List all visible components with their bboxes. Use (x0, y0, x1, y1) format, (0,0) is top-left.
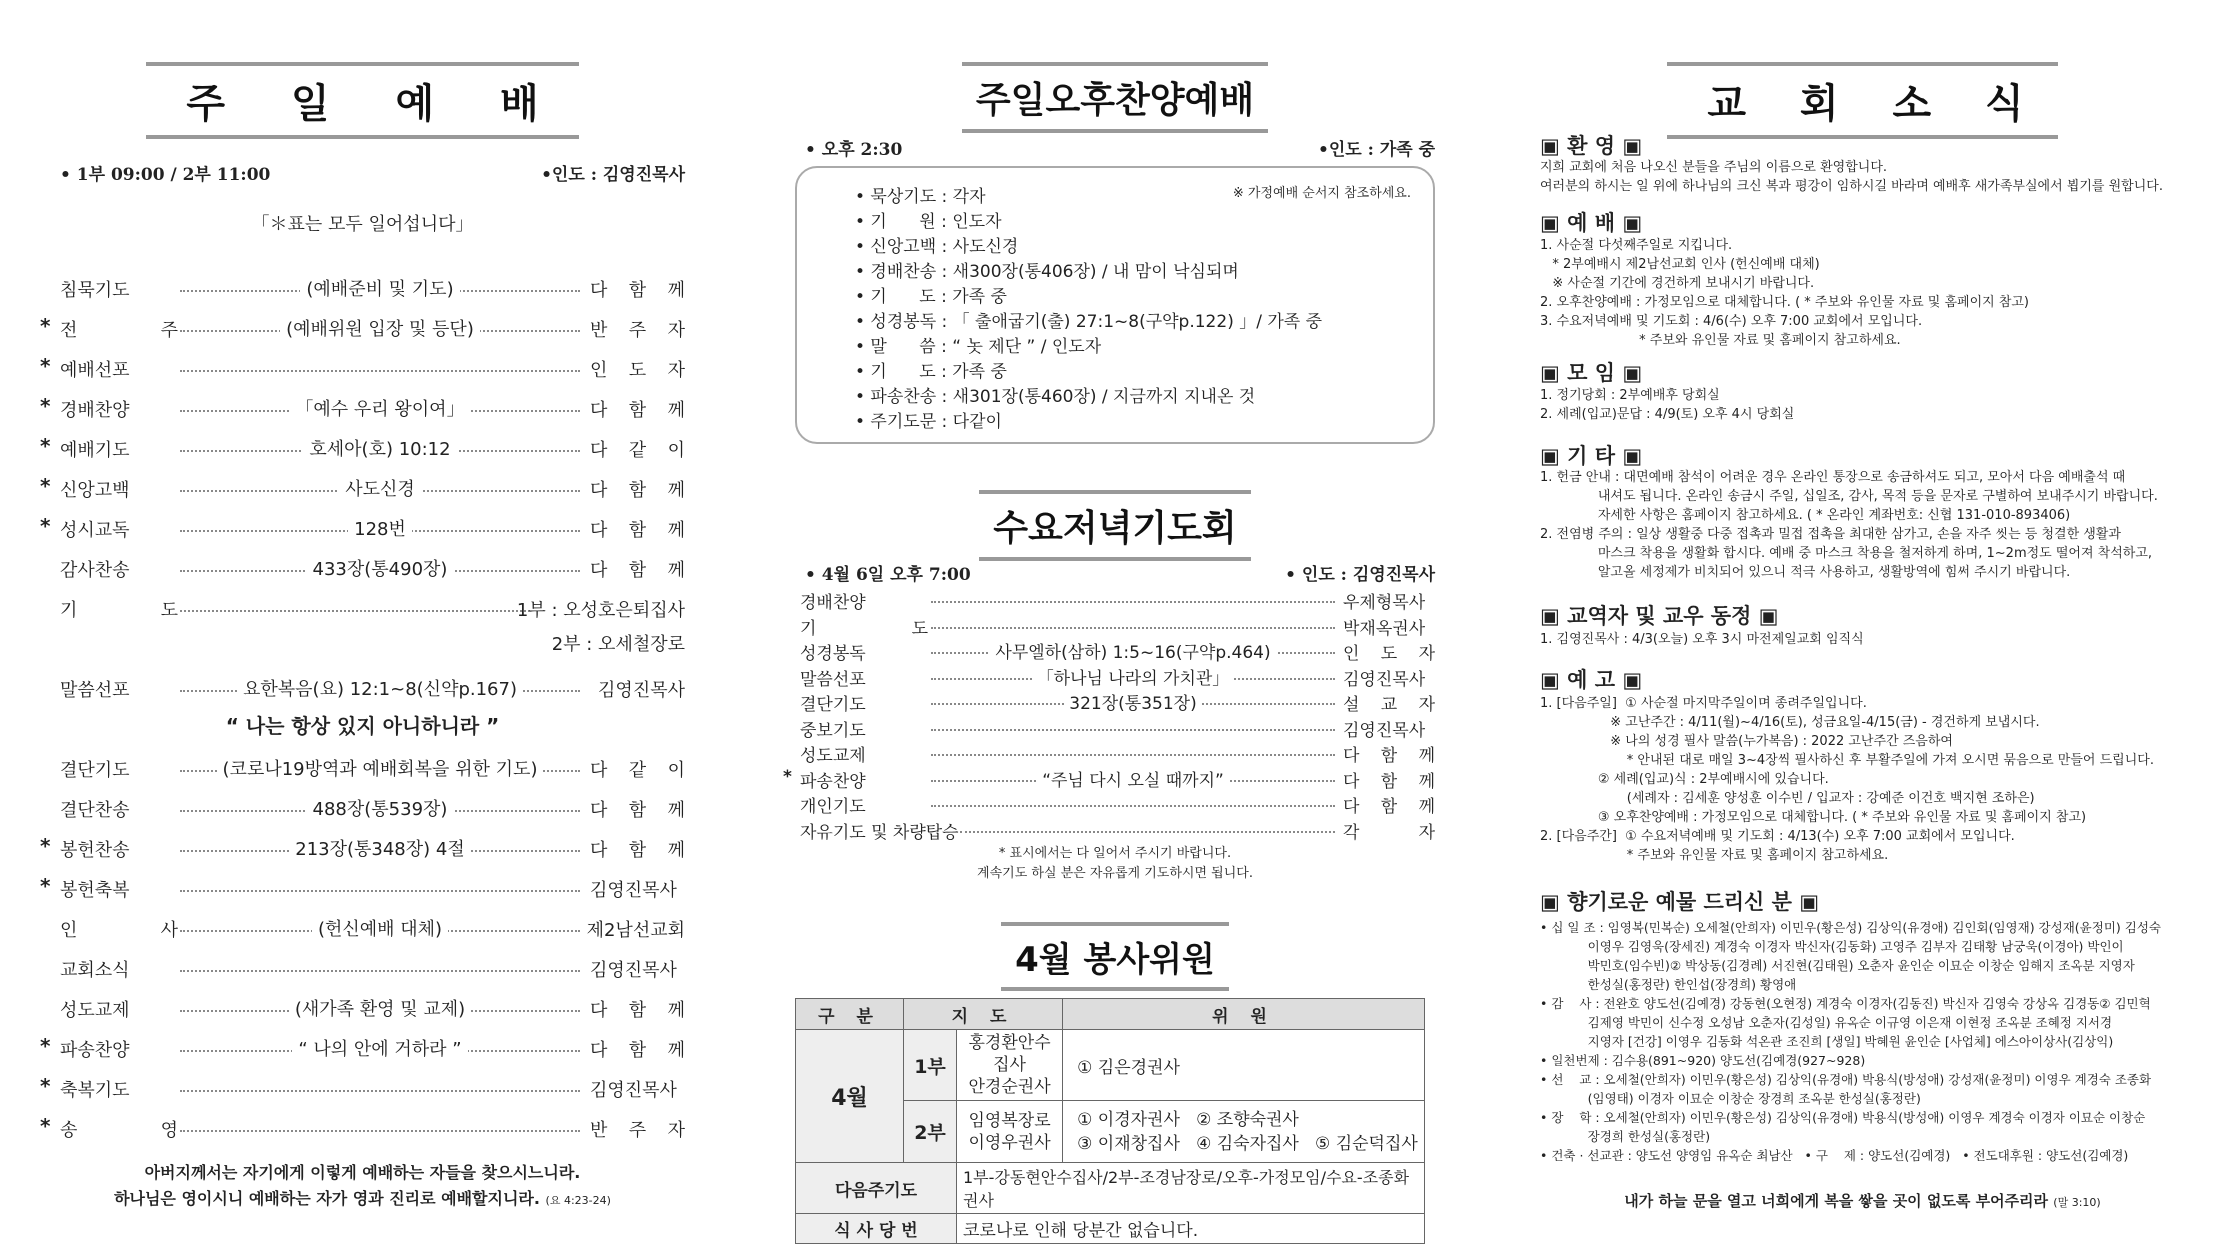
etc-text (1540, 468, 2158, 582)
next-prayer: 1부-강동현안수집사/2부-조경남장로/오후-가정모임/수요-조종화권사 (957, 1163, 1425, 1214)
wednesday-row (795, 739, 1435, 765)
prayer-2: 2부 : 오세철장로 (551, 634, 685, 655)
wednesday-row (795, 637, 1435, 663)
order-name: 성시교독 (60, 520, 130, 541)
news-footer (1540, 1190, 2185, 1211)
standing-mark: * (40, 1034, 51, 1058)
order-who: 김영진목사 (590, 880, 677, 901)
service-p2-members-1: ① 이경자권사 ② 조향숙권사 (1077, 1109, 1299, 1130)
sermon-passage: 요한복음(요) 12:1~8(신약p.167) (180, 675, 580, 701)
welcome-heading: ▣ 환 영 ▣ (1540, 134, 1643, 158)
afternoon-time: • 오후 2:30 (805, 140, 903, 160)
meal: 코로나로 인해 당분간 없습니다. (957, 1214, 1425, 1244)
afternoon-leader: •인도 : 가족 중 (1317, 140, 1435, 160)
order-item: 433장(통490장) (180, 555, 580, 581)
order-row (30, 430, 695, 464)
order-who: 반 주 자 (590, 320, 685, 341)
order-who: 인 도 자 (590, 360, 685, 381)
order-item: 128번 (180, 515, 580, 541)
afternoon-item: • 기 도 : 가족 중 (855, 362, 1007, 382)
standing-mark: * (40, 354, 51, 378)
order-who: 다 함 께 (590, 1000, 685, 1021)
service-p1-members: ① 김은경권사 (1063, 1030, 1425, 1101)
wednesday-name: 자유기도 및 차량탑승 (800, 822, 959, 843)
wednesday-row (795, 816, 1435, 842)
order-item: 사도신경 (180, 475, 580, 501)
text-line: * 안내된 대로 매일 3~4장씩 필사하신 후 부활주일에 가져 오시면 묶음으로 만들어 드립니다. (1540, 753, 2154, 768)
wednesday-time: • 4월 6일 오후 7:00 (805, 565, 971, 585)
service-row-prayer (796, 1163, 1425, 1214)
order-row (30, 830, 695, 864)
service-p1-guides: 홍경환안수집사 안경순권사 (957, 1030, 1063, 1101)
notice-text (1540, 694, 2154, 865)
wednesday-name: 결단기도 (800, 695, 866, 715)
order-item: 「예수 우리 왕이여」 (180, 395, 580, 421)
order-name: 결단기도 (60, 760, 130, 781)
etc-heading: ▣ 기 타 ▣ (1540, 444, 1643, 468)
order-row (30, 270, 695, 304)
sunday-worship-column (30, 0, 695, 1240)
wednesday-who: 다 함 께 (1343, 797, 1435, 817)
afternoon-note: ※ 가정예배 순서지 참조하세요. (1232, 186, 1411, 201)
order-item: (코로나19방역과 예배회복을 위한 기도) (180, 755, 580, 781)
text-line: 3. 수요저녁예배 및 기도회 : 4/6(수) 오후 7:00 교회에서 모입니다. (1540, 314, 1923, 329)
text-line: • 장 학 : 오세철(안희자) 이민우(황은성) 김상익(유경애) 박용식(방성애) 이영우 계경숙 이경자 이묘순 이창순 (1540, 1110, 2146, 1125)
text-line: 2. 전염병 주의 : 일상 생활중 다중 접촉과 밀접 접촉을 최대한 삼가고, 손을 자주 씻는 등 청결한 생활과 (1540, 527, 2121, 542)
order-who: 다 같 이 (590, 760, 685, 781)
verse-line-1: 아버지께서는 자기에게 이렇게 예배하는 자들을 찾으시느니라. (144, 1163, 581, 1182)
text-line: 1. 정기당회 : 2부예배후 당회실 (1540, 388, 1720, 403)
order-name: 예배기도 (60, 440, 130, 461)
leader-dots (180, 1130, 580, 1132)
service-p2-members (1063, 1101, 1425, 1163)
order-name: 교회소식 (60, 960, 130, 981)
wednesday-item: 「하나님 나라의 가치관」 (931, 664, 1335, 689)
wednesday-who: 우제형목사 (1343, 593, 1426, 613)
wednesday-who: 각 자 (1343, 822, 1435, 843)
service-header-row (796, 999, 1425, 1030)
text-line: 알고올 세정제가 비치되어 있으니 적극 사용하고, 생활방역에 힘써 주시기 바랍니다. (1540, 565, 2071, 580)
text-line: * 주보와 유인물 자료 및 홈페이지 참고하세요. (1540, 848, 1889, 863)
leader-dots (960, 831, 1335, 833)
sermon-title: “ 나는 항상 있지 아니하니라 ” (225, 714, 500, 738)
standing-mark: * (40, 1074, 51, 1098)
middle-column (783, 0, 1435, 1241)
order-row (30, 550, 695, 584)
news-footer-text: 내가 하늘 문을 열고 너희에게 복을 쌓을 곳이 없도록 부어주리라 (1624, 1192, 2049, 1210)
order-who: 김영진목사 (590, 960, 677, 981)
wednesday-name: 성경봉독 (800, 644, 866, 664)
wednesday-name: 파송찬양 (800, 771, 866, 792)
order-row (30, 1110, 695, 1144)
service-row-meal (796, 1214, 1425, 1244)
order-who: 제2남선교회 (586, 920, 685, 941)
leader-dots (180, 970, 580, 972)
next-prayer-label: 다음주기도 (796, 1163, 957, 1214)
service-table (795, 998, 1425, 1244)
order-name: 성도교제 (60, 1000, 130, 1021)
standing-mark: * (783, 766, 792, 787)
order-who: 김영진목사 (590, 1080, 677, 1101)
order-who: 다 함 께 (590, 800, 685, 821)
wednesday-row (795, 790, 1435, 816)
order-item: 호세아(호) 10:12 (180, 435, 580, 461)
wednesday-who: 인 도 자 (1343, 644, 1435, 664)
order-item: (새가족 환영 및 교제) (180, 995, 580, 1021)
text-line: 지영자 [건강] 이영우 김동화 석온관 조진희 [생일] 박혜원 윤인순 [사업체] 에스아이상사(김상익) (1540, 1034, 2114, 1049)
wednesday-who: 다 함 께 (1343, 771, 1435, 792)
prayer-dots (180, 610, 530, 612)
service-row-1 (796, 1030, 1425, 1101)
afternoon-order-box (795, 166, 1435, 444)
prayer-row (30, 590, 695, 624)
order-name: 인 사 (60, 920, 178, 941)
verse-line-2 (30, 1186, 695, 1209)
text-line: 한성실(홍정란) 한인섭(장경희) 황영애 (1540, 977, 1797, 992)
text-line: 2. [다음주간] ① 수요저녁예배 및 기도회 : 4/13(수) 오후 7:00 교회에서 모입니다. (1540, 829, 2015, 844)
leader-dots (180, 370, 580, 372)
order-row (30, 350, 695, 384)
text-line: • 감 사 : 전완호 양도선(김예경) 강동현(오현정) 계경숙 이경자(김동진) 박신자 김영숙 강상옥 김경동② 김민혁 (1540, 996, 2151, 1011)
sermon-name: 말씀선포 (60, 680, 130, 701)
sunday-leader: •인도 : 김영진목사 (541, 165, 685, 185)
text-line: 1. [다음주일] ① 사순절 마지막주일이며 종려주일입니다. (1540, 696, 1867, 711)
text-line: 2. 오후찬양예배 : 가정모임으로 대체합니다. ( * 주보와 유인물 자료 및 홈페이지 참고) (1540, 295, 2030, 310)
standing-mark: * (40, 834, 51, 858)
afternoon-item: • 기 원 : 인도자 (855, 212, 1002, 232)
order-item: “ 나의 안에 거하라 ” (180, 1035, 580, 1061)
service-title-wrap (795, 922, 1435, 991)
text-line: 장경희 한성실(홍정란) (1540, 1129, 1711, 1144)
order-name: 송 영 (60, 1120, 178, 1141)
text-line: • 건축 · 선교관 : 양도선 양영임 유옥순 최남산 • 구 제 : 양도선(김예경) • 전도대후원 : 양도선(김예경) (1540, 1148, 2129, 1163)
wednesday-row (783, 765, 1435, 792)
order-name: 예배선포 (60, 360, 130, 381)
order-name: 파송찬양 (60, 1040, 130, 1061)
text-line: ※ 고난주간 : 4/11(월)~4/16(토), 성금요일-4/15(금) - 경건하게 보냅시다. (1540, 715, 2040, 730)
order-who: 반 주 자 (590, 1120, 685, 1141)
afternoon-title: 주일오후찬양예배 (962, 62, 1268, 133)
text-line: (세례자 : 김세훈 양성훈 이수빈 / 입교자 : 강예준 이건호 백지현 조하은) (1540, 791, 2035, 806)
prayer-1: 1부 : 오성호은퇴집사 (516, 600, 685, 621)
wednesday-name: 기 도 (800, 618, 928, 639)
text-line: ※ 사순절 기간에 경건하게 보내시기 바랍니다. (1540, 276, 1815, 291)
service-p2-guides: 임영복장로 이영우권사 (957, 1101, 1063, 1163)
notice-heading: ▣ 예 고 ▣ (1540, 668, 1643, 692)
text-line: 1. 사순절 다섯째주일로 지킵니다. (1540, 238, 1733, 253)
order-who: 다 함 께 (590, 560, 685, 581)
sunday-title: 주 일 예 배 (146, 62, 578, 139)
order-row (30, 750, 695, 784)
order-row (30, 1070, 695, 1104)
afternoon-item: • 신앙고백 : 사도신경 (855, 237, 1019, 257)
wednesday-title: 수요저녁기도회 (979, 490, 1250, 561)
order-who: 다 같 이 (590, 440, 685, 461)
text-line: * 주보와 유인물 자료 및 홈페이지 참고하세요. (1540, 333, 1901, 348)
afternoon-item: • 경배찬송 : 새300장(통406장) / 내 맘이 낙심되며 (855, 262, 1239, 282)
service-part-1: 1부 (904, 1030, 957, 1101)
text-line: 1. 김영진목사 : 4/3(오늘) 오후 3시 마전제일교회 임직식 (1540, 632, 1864, 647)
text-line: • 십 일 조 : 임영복(민복순) 오세철(안희자) 이민우(황은성) 김상익(유경애) 김인회(임영재) 강성재(윤정미) 김성숙 (1540, 920, 2161, 935)
standing-notice: 「＊표는 모두 일어섭니다」 (251, 214, 474, 235)
wednesday-who: 박재옥권사 (1343, 618, 1426, 639)
standing-mark: * (40, 1114, 51, 1138)
text-line: 자세한 사항은 홈페이지 참고하세요. ( * 온라인 계좌번호: 신협 131-010-893406) (1540, 508, 2071, 523)
news-footer-ref: (말 3:10) (2053, 1196, 2101, 1209)
wednesday-leader: • 인도 : 김영진목사 (1285, 565, 1435, 585)
order-row (30, 870, 695, 904)
order-who: 다 함 께 (590, 520, 685, 541)
worship-text (1540, 236, 2029, 350)
wednesday-who: 김영진목사 (1343, 720, 1426, 741)
order-row (30, 510, 695, 544)
order-name: 감사찬송 (60, 560, 130, 581)
wednesday-name: 말씀선포 (800, 669, 866, 690)
standing-mark: * (40, 434, 51, 458)
order-name: 축복기도 (60, 1080, 130, 1101)
order-row (30, 390, 695, 424)
news-column (1540, 0, 2185, 1240)
order-name: 전 주 (60, 320, 178, 341)
service-p2-members-2: ③ 이재창집사 ④ 김숙자집사 ⑤ 김순덕집사 (1077, 1133, 1418, 1154)
leader-dots (931, 627, 1335, 629)
text-line: 2. 세례(입교)문답 : 4/9(토) 오후 4시 당회실 (1540, 407, 1795, 422)
order-name: 신앙고백 (60, 480, 130, 501)
wednesday-row (795, 663, 1435, 689)
wednesday-who: 다 함 께 (1343, 746, 1435, 766)
standing-mark: * (40, 514, 51, 538)
order-item: (예배위원 입장 및 등단) (180, 315, 580, 341)
text-line: 김제영 박민이 신수정 오성남 오춘자(김성일) 유옥순 이규영 이은재 이현정 조옥분 조혜정 지서경 (1540, 1015, 2113, 1030)
sunday-title-wrap (30, 62, 695, 139)
wednesday-row (795, 714, 1435, 740)
offering-text (1540, 918, 2161, 1165)
order-who: 다 함 께 (590, 280, 685, 301)
text-line: ② 세례(입교)식 : 2부예배시에 있습니다. (1540, 772, 1829, 787)
text-line: • 일천번제 : 김수용(891~920) 양도선(김예경(927~928) (1540, 1053, 1866, 1068)
text-line: ※ 나의 성경 필사 말씀(누가복음) : 2022 고난주간 즈음하여 (1540, 734, 1953, 749)
text-line: 마스크 착용을 생활화 합시다. 예배 중 마스크 착용을 철저하게 하며, 1~2m정도 떨어져 착석하고, (1540, 546, 2153, 561)
order-name: 봉헌축복 (60, 880, 130, 901)
text-line: 지희 교회에 처음 나오신 분들을 주님의 이름으로 환영합니다. (1540, 160, 1888, 175)
afternoon-item: • 성경봉독 : 「 출애굽기(출) 27:1~8(구약p.122) 」/ 가족 중 (855, 312, 1323, 332)
meal-label: 식 사 당 번 (796, 1214, 957, 1244)
wednesday-note-1: * 표시에서는 다 일어서 주시기 바랍니다. (998, 846, 1232, 861)
order-name: 침묵기도 (60, 280, 130, 301)
order-who: 다 함 께 (590, 400, 685, 421)
afternoon-item: • 기 도 : 가족 중 (855, 287, 1007, 307)
leader-dots (931, 805, 1335, 807)
wednesday-note-2: 계속기도 하실 분은 자유롭게 기도하시면 됩니다. (977, 866, 1253, 881)
wednesday-title-wrap (795, 490, 1435, 561)
service-part-2: 2부 (904, 1101, 957, 1163)
afternoon-title-wrap (795, 62, 1435, 133)
wednesday-who: 김영진목사 (1343, 669, 1426, 690)
order-who: 다 함 께 (590, 1040, 685, 1061)
standing-mark: * (40, 474, 51, 498)
wednesday-row (795, 612, 1435, 638)
wednesday-name: 성도교제 (800, 746, 866, 766)
news-title: 교 회 소 식 (1667, 62, 2057, 139)
text-line: • 선 교 : 오세철(안희자) 이민우(황은성) 김상익(유경애) 박용식(방성애) 강성재(윤정미) 이영우 계경숙 조종화 (1540, 1072, 2152, 1087)
verse-line-2-text: 하나님은 영이시니 예배하는 자가 영과 진리로 예배할지니라. (114, 1189, 540, 1208)
wednesday-name: 경배찬양 (800, 593, 866, 613)
text-line: 이영우 김영욱(장세진) 계경숙 이경자 박신자(김동화) 고영주 김부자 김태황 남궁욱(이경아) 박인이 (1540, 939, 2124, 954)
wednesday-item: 321장(통351장) (931, 689, 1335, 714)
header-guide: 지 도 (904, 999, 1063, 1030)
wednesday-item: “주님 다시 오실 때까지” (931, 766, 1335, 791)
service-title: 4월 봉사위원 (1001, 922, 1229, 991)
order-row (30, 950, 695, 984)
order-who: 다 함 께 (590, 840, 685, 861)
order-name: 봉헌찬송 (60, 840, 130, 861)
prayer-name: 기 도 (60, 600, 178, 621)
text-line: * 2부예배시 제2남선교회 인사 (헌신예배 대체) (1540, 257, 1820, 272)
standing-mark: * (40, 314, 51, 338)
afternoon-item: • 말 씀 : “ 놋 제단 ” / 인도자 (855, 337, 1102, 357)
sermon-who: 김영진목사 (598, 680, 685, 701)
wednesday-item: 사무엘하(삼하) 1:5~16(구약p.464) (931, 638, 1335, 663)
worship-heading: ▣ 예 배 ▣ (1540, 211, 1643, 235)
order-name: 결단찬송 (60, 800, 130, 821)
welcome-text (1540, 158, 2163, 196)
order-row (30, 910, 695, 944)
text-line: ③ 오후찬양예배 : 가정모임으로 대체합니다. ( * 주보와 유인물 자료 및 홈페이지 참고) (1540, 810, 2087, 825)
leader-dots (180, 1090, 580, 1092)
verse-ref: (요 4:23-24) (545, 1194, 611, 1207)
text-line: 여러분의 하시는 일 위에 하나님의 크신 복과 평강이 임하시길 바라며 예배후 새가족부실에서 뵙기를 원합니다. (1540, 179, 2163, 194)
order-name: 경배찬양 (60, 400, 130, 421)
prayer-row-2 (30, 624, 695, 658)
header-members: 위 원 (1063, 999, 1425, 1030)
leader-dots (931, 729, 1335, 731)
order-item: (헌신예배 대체) (180, 915, 580, 941)
afternoon-item: • 파송찬송 : 새301장(통460장) / 지금까지 지내온 것 (855, 387, 1256, 407)
text-line: (임영태) 이경자 이묘순 이창순 장경희 조옥분 한성실(홍정란) (1540, 1091, 1921, 1106)
afternoon-item: • 주기도문 : 다같이 (855, 412, 1002, 432)
wednesday-row (795, 586, 1435, 612)
sermon-row (30, 670, 695, 704)
order-who: 다 함 께 (590, 480, 685, 501)
wednesday-row (795, 688, 1435, 714)
standing-mark: * (40, 394, 51, 418)
text-line: 박민호(임수빈)② 박상동(김경례) 서진현(김태원) 오춘자 윤인순 이묘순 이창순 임해지 조옥분 지영자 (1540, 958, 2135, 973)
standing-mark: * (40, 874, 51, 898)
wednesday-who: 설 교 자 (1343, 695, 1435, 715)
text-line: 내셔도 됩니다. 온라인 송금시 주일, 십일조, 감사, 목적 등을 문자로 구별하여 보내주시기 바랍니다. (1540, 489, 2158, 504)
leader-dots (931, 601, 1335, 603)
pastor-text (1540, 630, 1864, 649)
order-item: (예배준비 및 기도) (180, 275, 580, 301)
order-row (30, 990, 695, 1024)
meeting-text (1540, 386, 1794, 424)
order-item: 213장(통348장) 4절 (180, 835, 580, 861)
order-row (30, 310, 695, 344)
leader-dots (931, 754, 1335, 756)
afternoon-item: • 묵상기도 : 각자 (855, 187, 986, 207)
order-row (30, 790, 695, 824)
wednesday-name: 중보기도 (800, 720, 866, 741)
order-row (30, 470, 695, 504)
header-category: 구 분 (796, 999, 904, 1030)
news-title-wrap (1540, 62, 2185, 139)
order-row (30, 1030, 695, 1064)
leader-dots (180, 890, 580, 892)
meeting-heading: ▣ 모 임 ▣ (1540, 361, 1643, 385)
service-month: 4월 (796, 1030, 904, 1163)
pastor-heading: ▣ 교역자 및 교우 동정 ▣ (1540, 604, 1779, 628)
wednesday-name: 개인기도 (800, 797, 866, 817)
order-item: 488장(통539장) (180, 795, 580, 821)
sunday-time: • 1부 09:00 / 2부 11:00 (60, 165, 271, 185)
offering-heading: ▣ 향기로운 예물 드리신 분 ▣ (1540, 890, 1820, 914)
text-line: 1. 헌금 안내 : 대면예배 참석이 어려운 경우 온라인 통장으로 송금하셔도 되고, 모아서 다음 예배출석 때 (1540, 470, 2126, 485)
